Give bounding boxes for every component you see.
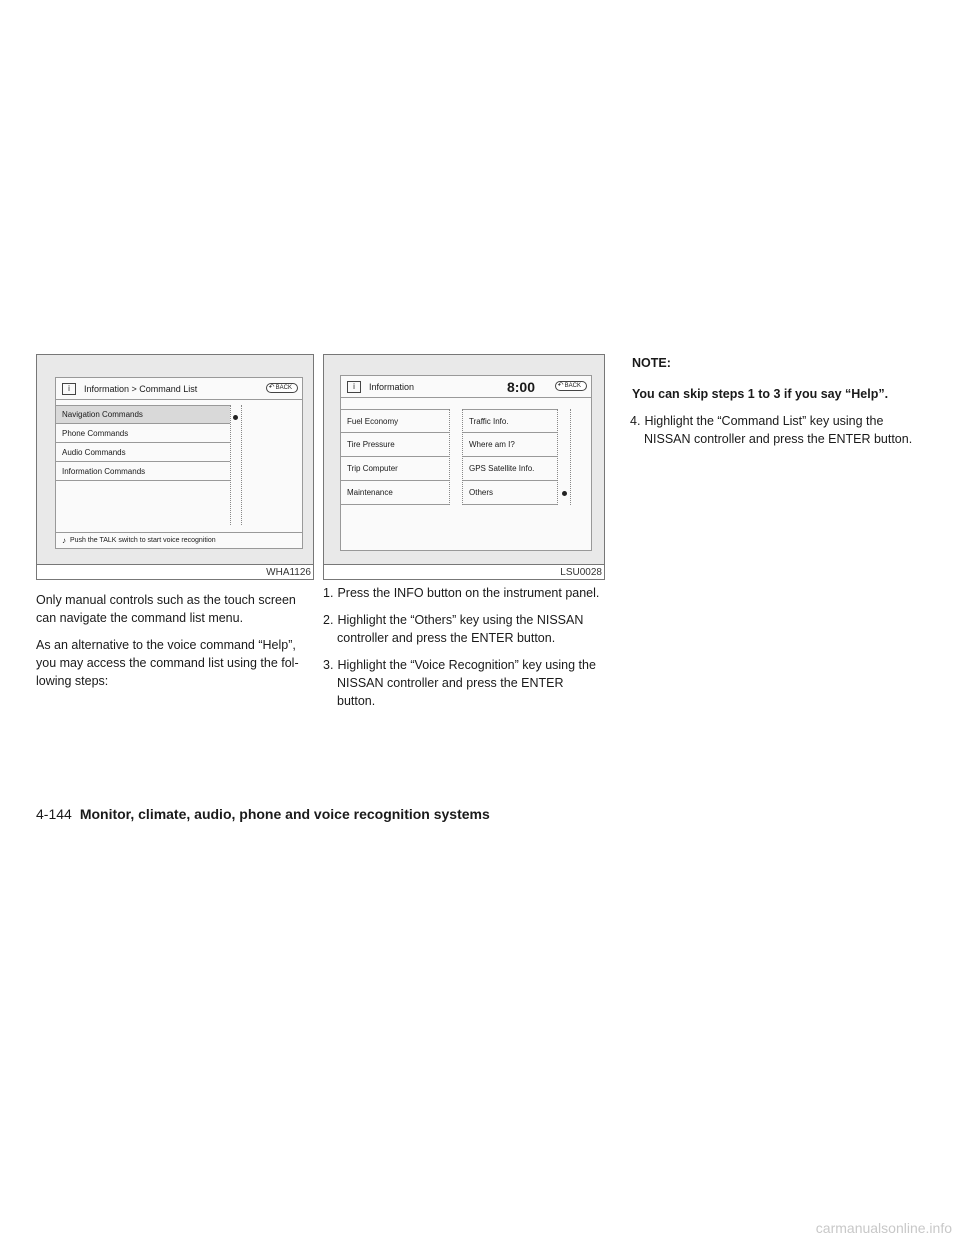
scroll-indicator-icon [233,415,238,420]
menu-item-others[interactable]: Others [463,481,557,505]
info-icon: i [347,381,361,393]
microphone-icon: ♪ [62,536,66,545]
screen-command-list [55,377,303,549]
screen-title: Information > Command List [84,383,198,394]
column-2-steps [323,584,605,719]
info-icon: i [62,383,76,395]
note-title: NOTE: [632,356,671,370]
figure-label: LSU0028 [560,567,602,578]
scroll-indicator-icon [562,491,567,496]
figure-label-bar [37,564,313,579]
paragraph-manual-controls: Only manual controls such as the touch screen can navigate the command list menu. [36,593,296,625]
step-number: 3. [323,658,334,672]
footer-hint: Push the TALK switch to start voice recognition [70,537,216,544]
screen-header [56,378,302,400]
clock: 8:00 [506,379,535,395]
back-button[interactable]: ↶ BACK [266,383,298,393]
figure-label: WHA1126 [266,567,311,578]
step-text: Press the INFO button on the instrument panel. [337,586,600,600]
menu-item-trip-computer[interactable]: Trip Computer [341,457,449,481]
page-footer [36,806,490,822]
watermark: carmanualsonline.info [815,1220,952,1236]
figure-image-area [324,355,604,565]
page-number: 4-144 [36,806,72,822]
figure-label-bar [324,564,604,579]
right-scrollbar[interactable] [557,409,571,505]
menu-item-navigation-commands[interactable]: Navigation Commands [56,405,230,424]
information-grid [341,409,581,505]
paragraph-alternative: As an alternative to the voice command “Help”, you may access the command list using the fol-lowing steps: [36,638,299,688]
column-1-text [36,591,314,699]
step-4 [632,412,914,448]
command-menu [56,405,230,481]
note-text: You can skip steps 1 to 3 if you say “Help”. [632,387,889,401]
menu-item-tire-pressure[interactable]: Tire Pressure [341,433,449,457]
screen-information [340,375,592,551]
step-text: Highlight the “Voice Recognition” key using the NISSAN controller and press the ENTER button. [337,658,596,708]
menu-item-where-am-i[interactable]: Where am I? [463,433,557,457]
back-button[interactable]: ↶ BACK [555,381,587,391]
step-text: Highlight the “Command List” key using the NISSAN controller and press the ENTER button. [644,414,913,446]
step-number: 4. [630,414,641,428]
figure-information-menu [323,354,605,580]
menu-item-traffic-info[interactable]: Traffic Info. [463,409,557,433]
screen-header [341,376,591,398]
menu-item-gps-satellite-info[interactable]: GPS Satellite Info. [463,457,557,481]
screen-title: Information [369,381,415,392]
menu-item-maintenance[interactable]: Maintenance [341,481,449,505]
step-text: Highlight the “Others” key using the NISSAN controller and press the ENTER button. [337,613,584,645]
left-scrollbar[interactable] [449,409,463,505]
column-3-text [632,354,914,457]
step-1 [323,584,605,602]
menu-item-information-commands[interactable]: Information Commands [56,462,230,481]
figure-image-area [37,355,313,565]
step-2 [323,611,605,647]
section-title: Monitor, climate, audio, phone and voice recognition systems [79,806,490,822]
scrollbar[interactable] [230,405,242,525]
menu-item-audio-commands[interactable]: Audio Commands [56,443,230,462]
step-number: 1. [323,586,334,600]
step-3 [323,656,605,710]
screen-footer [56,532,302,548]
menu-item-phone-commands[interactable]: Phone Commands [56,424,230,443]
menu-item-fuel-economy[interactable]: Fuel Economy [341,409,449,433]
step-number: 2. [323,613,334,627]
figure-command-list [36,354,314,580]
